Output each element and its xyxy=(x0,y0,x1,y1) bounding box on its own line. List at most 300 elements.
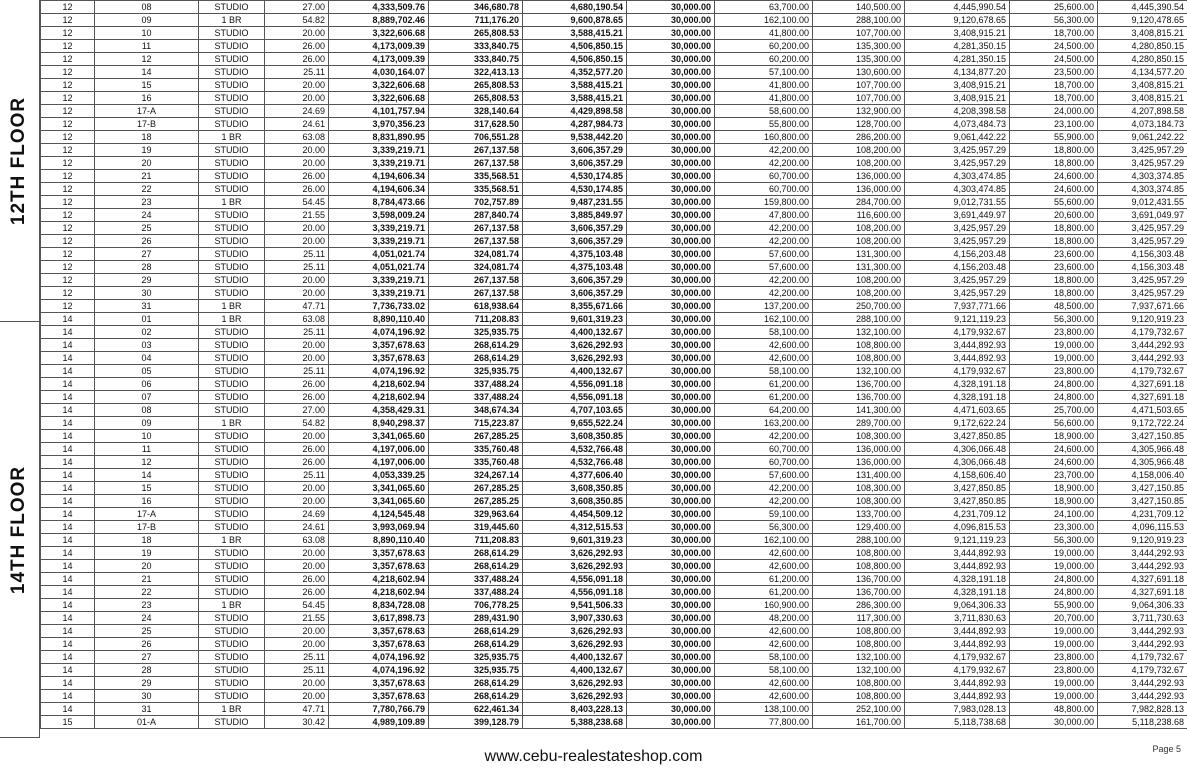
cell-unit: 14 xyxy=(95,469,199,482)
cell-unit: 17-B xyxy=(95,521,199,534)
cell-area: 20.00 xyxy=(265,690,329,703)
cell-unit: 08 xyxy=(95,404,199,417)
cell-net-price: 3,357,678.63 xyxy=(329,547,429,560)
cell-type: STUDIO xyxy=(199,443,265,456)
cell-value-a: 160,900.00 xyxy=(715,599,813,612)
table-row xyxy=(41,508,1187,521)
cell-unit: 25 xyxy=(95,222,199,235)
cell-area: 20.00 xyxy=(265,157,329,170)
cell-value-c: 9,172,622.24 xyxy=(905,417,1010,430)
cell-tcp: 9,601,319.23 xyxy=(523,534,627,547)
cell-value-b: 107,700.00 xyxy=(813,79,905,92)
cell-net-price: 8,831,890.95 xyxy=(329,131,429,144)
cell-value-d: 24,600.00 xyxy=(1010,456,1098,469)
cell-reservation: 30,000.00 xyxy=(627,222,715,235)
cell-reservation: 30,000.00 xyxy=(627,703,715,716)
cell-unit: 22 xyxy=(95,586,199,599)
cell-unit: 21 xyxy=(95,170,199,183)
cell-area: 26.00 xyxy=(265,573,329,586)
cell-unit: 29 xyxy=(95,274,199,287)
cell-type: STUDIO xyxy=(199,222,265,235)
cell-vat: 265,808.53 xyxy=(429,79,523,92)
floor-label-12th xyxy=(0,0,40,322)
cell-value-e: 3,427,150.85 xyxy=(1098,482,1187,495)
cell-value-a: 42,200.00 xyxy=(715,144,813,157)
cell-type: 1 BR xyxy=(199,417,265,430)
cell-value-a: 57,600.00 xyxy=(715,261,813,274)
cell-area: 25.11 xyxy=(265,326,329,339)
cell-vat: 317,628.50 xyxy=(429,118,523,131)
cell-type: STUDIO xyxy=(199,287,265,300)
cell-reservation: 30,000.00 xyxy=(627,92,715,105)
cell-tcp: 5,388,238.68 xyxy=(523,716,627,729)
cell-value-a: 56,300.00 xyxy=(715,521,813,534)
table-row xyxy=(41,599,1187,612)
cell-value-d: 23,800.00 xyxy=(1010,664,1098,677)
cell-floor: 12 xyxy=(41,235,95,248)
cell-type: STUDIO xyxy=(199,482,265,495)
table-row xyxy=(41,690,1187,703)
cell-value-b: 108,200.00 xyxy=(813,222,905,235)
cell-floor: 14 xyxy=(41,586,95,599)
table-row xyxy=(41,677,1187,690)
cell-type: STUDIO xyxy=(199,664,265,677)
cell-area: 25.11 xyxy=(265,248,329,261)
cell-value-e: 4,207,898.58 xyxy=(1098,105,1187,118)
cell-unit: 08 xyxy=(95,1,199,14)
cell-value-d: 56,300.00 xyxy=(1010,313,1098,326)
cell-vat: 328,140.64 xyxy=(429,105,523,118)
cell-reservation: 30,000.00 xyxy=(627,716,715,729)
cell-value-d: 18,900.00 xyxy=(1010,430,1098,443)
cell-reservation: 30,000.00 xyxy=(627,417,715,430)
cell-type: STUDIO xyxy=(199,378,265,391)
cell-tcp: 4,429,898.58 xyxy=(523,105,627,118)
cell-reservation: 30,000.00 xyxy=(627,157,715,170)
cell-value-b: 131,300.00 xyxy=(813,261,905,274)
cell-value-a: 60,700.00 xyxy=(715,183,813,196)
cell-net-price: 3,339,219.71 xyxy=(329,157,429,170)
cell-value-e: 4,156,303.48 xyxy=(1098,248,1187,261)
cell-value-c: 4,096,815.53 xyxy=(905,521,1010,534)
cell-value-a: 61,200.00 xyxy=(715,391,813,404)
cell-floor: 14 xyxy=(41,664,95,677)
cell-value-b: 132,100.00 xyxy=(813,664,905,677)
cell-type: STUDIO xyxy=(199,105,265,118)
cell-value-a: 42,600.00 xyxy=(715,547,813,560)
cell-vat: 267,137.58 xyxy=(429,235,523,248)
cell-tcp: 3,606,357.29 xyxy=(523,274,627,287)
cell-unit: 30 xyxy=(95,690,199,703)
cell-value-a: 57,600.00 xyxy=(715,248,813,261)
cell-value-b: 108,200.00 xyxy=(813,274,905,287)
cell-type: STUDIO xyxy=(199,365,265,378)
cell-floor: 14 xyxy=(41,469,95,482)
cell-value-e: 3,444,292.93 xyxy=(1098,339,1187,352)
table-row xyxy=(41,378,1187,391)
cell-vat: 267,137.58 xyxy=(429,274,523,287)
cell-area: 47.71 xyxy=(265,703,329,716)
cell-value-d: 25,600.00 xyxy=(1010,1,1098,14)
cell-value-e: 4,327,691.18 xyxy=(1098,378,1187,391)
cell-value-b: 108,300.00 xyxy=(813,482,905,495)
cell-value-e: 7,937,671.66 xyxy=(1098,300,1187,313)
cell-value-a: 47,800.00 xyxy=(715,209,813,222)
cell-value-c: 4,179,932.67 xyxy=(905,326,1010,339)
cell-net-price: 8,889,702.46 xyxy=(329,14,429,27)
cell-tcp: 3,588,415.21 xyxy=(523,27,627,40)
cell-net-price: 3,339,219.71 xyxy=(329,287,429,300)
cell-unit: 22 xyxy=(95,183,199,196)
cell-floor: 14 xyxy=(41,482,95,495)
cell-vat: 618,938.64 xyxy=(429,300,523,313)
cell-value-b: 250,700.00 xyxy=(813,300,905,313)
cell-value-d: 24,600.00 xyxy=(1010,443,1098,456)
cell-reservation: 30,000.00 xyxy=(627,66,715,79)
cell-value-c: 3,408,915.21 xyxy=(905,79,1010,92)
cell-reservation: 30,000.00 xyxy=(627,14,715,27)
cell-type: STUDIO xyxy=(199,573,265,586)
cell-value-c: 4,281,350.15 xyxy=(905,40,1010,53)
cell-net-price: 4,197,006.00 xyxy=(329,456,429,469)
cell-vat: 268,614.29 xyxy=(429,625,523,638)
cell-floor: 12 xyxy=(41,1,95,14)
cell-value-e: 4,280,850.15 xyxy=(1098,40,1187,53)
cell-area: 26.00 xyxy=(265,391,329,404)
cell-value-c: 3,427,850.85 xyxy=(905,430,1010,443)
cell-value-e: 9,172,722.24 xyxy=(1098,417,1187,430)
table-row xyxy=(41,209,1187,222)
cell-floor: 12 xyxy=(41,53,95,66)
cell-net-price: 4,051,021.74 xyxy=(329,248,429,261)
cell-value-b: 132,100.00 xyxy=(813,326,905,339)
price-table xyxy=(40,0,1187,729)
cell-unit: 27 xyxy=(95,651,199,664)
cell-vat: 706,778.25 xyxy=(429,599,523,612)
cell-unit: 31 xyxy=(95,703,199,716)
cell-tcp: 3,588,415.21 xyxy=(523,79,627,92)
cell-unit: 20 xyxy=(95,157,199,170)
cell-value-a: 61,200.00 xyxy=(715,573,813,586)
cell-value-d: 19,000.00 xyxy=(1010,625,1098,638)
cell-area: 27.00 xyxy=(265,404,329,417)
cell-area: 27.00 xyxy=(265,1,329,14)
table-row xyxy=(41,79,1187,92)
cell-value-a: 60,200.00 xyxy=(715,40,813,53)
cell-unit: 28 xyxy=(95,261,199,274)
cell-vat: 622,461.34 xyxy=(429,703,523,716)
cell-area: 54.45 xyxy=(265,599,329,612)
table-row xyxy=(41,625,1187,638)
cell-net-price: 4,197,006.00 xyxy=(329,443,429,456)
cell-type: 1 BR xyxy=(199,703,265,716)
cell-tcp: 3,626,292.93 xyxy=(523,625,627,638)
cell-value-b: 286,200.00 xyxy=(813,131,905,144)
cell-value-b: 136,700.00 xyxy=(813,573,905,586)
cell-value-a: 60,200.00 xyxy=(715,53,813,66)
cell-value-d: 19,000.00 xyxy=(1010,677,1098,690)
price-table-body xyxy=(41,1,1187,729)
cell-value-e: 9,064,306.33 xyxy=(1098,599,1187,612)
cell-floor: 14 xyxy=(41,508,95,521)
cell-net-price: 4,218,602.94 xyxy=(329,391,429,404)
cell-type: STUDIO xyxy=(199,651,265,664)
cell-value-b: 108,800.00 xyxy=(813,638,905,651)
cell-value-c: 3,691,449.97 xyxy=(905,209,1010,222)
cell-tcp: 3,606,357.29 xyxy=(523,235,627,248)
table-row xyxy=(41,482,1187,495)
cell-value-c: 4,179,932.67 xyxy=(905,365,1010,378)
table-row xyxy=(41,248,1187,261)
cell-value-c: 4,158,606.40 xyxy=(905,469,1010,482)
cell-value-c: 4,471,603.65 xyxy=(905,404,1010,417)
cell-net-price: 3,341,065.60 xyxy=(329,482,429,495)
cell-type: STUDIO xyxy=(199,612,265,625)
cell-floor: 14 xyxy=(41,612,95,625)
cell-net-price: 3,993,069.94 xyxy=(329,521,429,534)
cell-unit: 26 xyxy=(95,235,199,248)
cell-value-b: 136,000.00 xyxy=(813,443,905,456)
cell-vat: 325,935.75 xyxy=(429,365,523,378)
cell-vat: 267,137.58 xyxy=(429,157,523,170)
cell-value-d: 23,500.00 xyxy=(1010,66,1098,79)
cell-tcp: 4,375,103.48 xyxy=(523,248,627,261)
cell-type: STUDIO xyxy=(199,326,265,339)
cell-value-c: 9,121,119.23 xyxy=(905,313,1010,326)
cell-area: 47.71 xyxy=(265,300,329,313)
cell-value-b: 108,200.00 xyxy=(813,287,905,300)
cell-value-c: 3,427,850.85 xyxy=(905,482,1010,495)
cell-value-c: 4,306,066.48 xyxy=(905,443,1010,456)
cell-vat: 335,760.48 xyxy=(429,456,523,469)
cell-unit: 06 xyxy=(95,378,199,391)
cell-type: 1 BR xyxy=(199,14,265,27)
cell-unit: 17-B xyxy=(95,118,199,131)
cell-net-price: 3,339,219.71 xyxy=(329,144,429,157)
cell-value-c: 3,444,892.93 xyxy=(905,638,1010,651)
cell-area: 25.11 xyxy=(265,66,329,79)
cell-type: STUDIO xyxy=(199,404,265,417)
cell-value-c: 3,408,915.21 xyxy=(905,92,1010,105)
cell-value-b: 141,300.00 xyxy=(813,404,905,417)
cell-type: STUDIO xyxy=(199,690,265,703)
cell-value-e: 9,120,478.65 xyxy=(1098,14,1187,27)
cell-value-c: 4,303,474.85 xyxy=(905,170,1010,183)
cell-net-price: 3,357,678.63 xyxy=(329,352,429,365)
table-row xyxy=(41,313,1187,326)
cell-unit: 12 xyxy=(95,456,199,469)
cell-unit: 19 xyxy=(95,144,199,157)
cell-reservation: 30,000.00 xyxy=(627,495,715,508)
cell-type: STUDIO xyxy=(199,40,265,53)
cell-area: 24.69 xyxy=(265,105,329,118)
cell-reservation: 30,000.00 xyxy=(627,209,715,222)
cell-value-e: 3,425,957.29 xyxy=(1098,144,1187,157)
cell-net-price: 3,357,678.63 xyxy=(329,638,429,651)
cell-value-d: 18,900.00 xyxy=(1010,495,1098,508)
cell-vat: 711,208.83 xyxy=(429,534,523,547)
cell-value-e: 3,425,957.29 xyxy=(1098,235,1187,248)
cell-net-price: 3,339,219.71 xyxy=(329,222,429,235)
table-row xyxy=(41,664,1187,677)
cell-reservation: 30,000.00 xyxy=(627,508,715,521)
cell-net-price: 4,074,196.92 xyxy=(329,365,429,378)
cell-value-d: 24,000.00 xyxy=(1010,105,1098,118)
table-row xyxy=(41,404,1187,417)
cell-value-e: 3,408,815.21 xyxy=(1098,27,1187,40)
cell-net-price: 4,333,509.76 xyxy=(329,1,429,14)
cell-area: 54.82 xyxy=(265,14,329,27)
table-row xyxy=(41,586,1187,599)
cell-value-e: 3,711,730.63 xyxy=(1098,612,1187,625)
cell-type: STUDIO xyxy=(199,183,265,196)
cell-value-e: 9,061,242.22 xyxy=(1098,131,1187,144)
cell-area: 26.00 xyxy=(265,53,329,66)
cell-area: 54.82 xyxy=(265,417,329,430)
cell-value-d: 18,800.00 xyxy=(1010,287,1098,300)
table-row xyxy=(41,300,1187,313)
cell-value-a: 42,600.00 xyxy=(715,560,813,573)
cell-floor: 14 xyxy=(41,417,95,430)
cell-vat: 267,137.58 xyxy=(429,222,523,235)
cell-area: 54.45 xyxy=(265,196,329,209)
cell-reservation: 30,000.00 xyxy=(627,586,715,599)
cell-value-e: 4,445,390.54 xyxy=(1098,1,1187,14)
cell-reservation: 30,000.00 xyxy=(627,664,715,677)
cell-area: 20.00 xyxy=(265,222,329,235)
cell-reservation: 30,000.00 xyxy=(627,391,715,404)
cell-vat: 337,488.24 xyxy=(429,586,523,599)
cell-tcp: 4,556,091.18 xyxy=(523,573,627,586)
cell-tcp: 3,608,350.85 xyxy=(523,430,627,443)
cell-type: STUDIO xyxy=(199,235,265,248)
floor-label-text: 12TH FLOOR xyxy=(8,96,30,225)
cell-unit: 16 xyxy=(95,495,199,508)
cell-value-b: 136,700.00 xyxy=(813,378,905,391)
cell-value-a: 160,800.00 xyxy=(715,131,813,144)
cell-value-b: 129,400.00 xyxy=(813,521,905,534)
cell-type: STUDIO xyxy=(199,586,265,599)
cell-value-a: 64,200.00 xyxy=(715,404,813,417)
cell-vat: 268,614.29 xyxy=(429,677,523,690)
cell-area: 20.00 xyxy=(265,339,329,352)
cell-reservation: 30,000.00 xyxy=(627,378,715,391)
cell-vat: 265,808.53 xyxy=(429,27,523,40)
cell-value-d: 23,700.00 xyxy=(1010,469,1098,482)
cell-floor: 14 xyxy=(41,677,95,690)
cell-area: 20.00 xyxy=(265,560,329,573)
cell-floor: 12 xyxy=(41,40,95,53)
cell-value-e: 3,427,150.85 xyxy=(1098,430,1187,443)
cell-value-e: 4,179,732.67 xyxy=(1098,365,1187,378)
table-row xyxy=(41,365,1187,378)
cell-unit: 23 xyxy=(95,599,199,612)
cell-tcp: 3,606,357.29 xyxy=(523,287,627,300)
cell-floor: 14 xyxy=(41,326,95,339)
cell-floor: 14 xyxy=(41,378,95,391)
cell-unit: 26 xyxy=(95,638,199,651)
cell-net-price: 3,970,356.23 xyxy=(329,118,429,131)
cell-value-d: 24,800.00 xyxy=(1010,391,1098,404)
cell-value-e: 3,444,292.93 xyxy=(1098,352,1187,365)
cell-net-price: 3,341,065.60 xyxy=(329,430,429,443)
cell-value-c: 4,328,191.18 xyxy=(905,573,1010,586)
cell-floor: 12 xyxy=(41,144,95,157)
cell-value-d: 19,000.00 xyxy=(1010,690,1098,703)
cell-value-c: 5,118,738.68 xyxy=(905,716,1010,729)
cell-net-price: 4,173,009.39 xyxy=(329,40,429,53)
cell-reservation: 30,000.00 xyxy=(627,339,715,352)
cell-value-b: 289,700.00 xyxy=(813,417,905,430)
cell-unit: 01-A xyxy=(95,716,199,729)
cell-net-price: 7,780,766.79 xyxy=(329,703,429,716)
table-row xyxy=(41,53,1187,66)
floor-label-14th xyxy=(0,322,40,738)
table-row xyxy=(41,456,1187,469)
cell-value-e: 3,444,292.93 xyxy=(1098,560,1187,573)
cell-unit: 20 xyxy=(95,560,199,573)
cell-value-e: 3,408,815.21 xyxy=(1098,79,1187,92)
cell-floor: 14 xyxy=(41,690,95,703)
cell-value-a: 42,600.00 xyxy=(715,677,813,690)
cell-floor: 14 xyxy=(41,339,95,352)
cell-value-a: 42,200.00 xyxy=(715,157,813,170)
cell-floor: 12 xyxy=(41,105,95,118)
cell-unit: 11 xyxy=(95,443,199,456)
cell-unit: 19 xyxy=(95,547,199,560)
cell-value-e: 4,179,732.67 xyxy=(1098,326,1187,339)
cell-value-b: 108,800.00 xyxy=(813,690,905,703)
cell-unit: 18 xyxy=(95,131,199,144)
cell-value-b: 288,100.00 xyxy=(813,313,905,326)
cell-net-price: 3,322,606.68 xyxy=(329,79,429,92)
cell-net-price: 4,074,196.92 xyxy=(329,651,429,664)
cell-type: STUDIO xyxy=(199,469,265,482)
cell-value-d: 19,000.00 xyxy=(1010,352,1098,365)
cell-value-a: 42,600.00 xyxy=(715,638,813,651)
cell-type: STUDIO xyxy=(199,209,265,222)
cell-floor: 14 xyxy=(41,456,95,469)
cell-value-e: 4,179,732.67 xyxy=(1098,651,1187,664)
cell-unit: 21 xyxy=(95,573,199,586)
cell-value-e: 4,179,732.67 xyxy=(1098,664,1187,677)
cell-value-c: 4,445,990.54 xyxy=(905,1,1010,14)
cell-reservation: 30,000.00 xyxy=(627,131,715,144)
cell-value-b: 108,800.00 xyxy=(813,560,905,573)
cell-reservation: 30,000.00 xyxy=(627,248,715,261)
cell-reservation: 30,000.00 xyxy=(627,183,715,196)
cell-value-d: 24,500.00 xyxy=(1010,40,1098,53)
cell-vat: 715,223.87 xyxy=(429,417,523,430)
cell-value-d: 24,500.00 xyxy=(1010,53,1098,66)
cell-tcp: 4,530,174.85 xyxy=(523,170,627,183)
cell-value-a: 42,200.00 xyxy=(715,222,813,235)
cell-area: 20.00 xyxy=(265,547,329,560)
cell-value-c: 9,012,731.55 xyxy=(905,196,1010,209)
cell-area: 25.11 xyxy=(265,365,329,378)
cell-tcp: 4,506,850.15 xyxy=(523,40,627,53)
table-row xyxy=(41,391,1187,404)
cell-tcp: 4,506,850.15 xyxy=(523,53,627,66)
cell-value-b: 288,100.00 xyxy=(813,534,905,547)
cell-value-d: 24,800.00 xyxy=(1010,586,1098,599)
cell-unit: 01 xyxy=(95,313,199,326)
cell-reservation: 30,000.00 xyxy=(627,599,715,612)
cell-type: STUDIO xyxy=(199,261,265,274)
cell-reservation: 30,000.00 xyxy=(627,456,715,469)
cell-type: STUDIO xyxy=(199,248,265,261)
cell-value-c: 7,983,028.13 xyxy=(905,703,1010,716)
